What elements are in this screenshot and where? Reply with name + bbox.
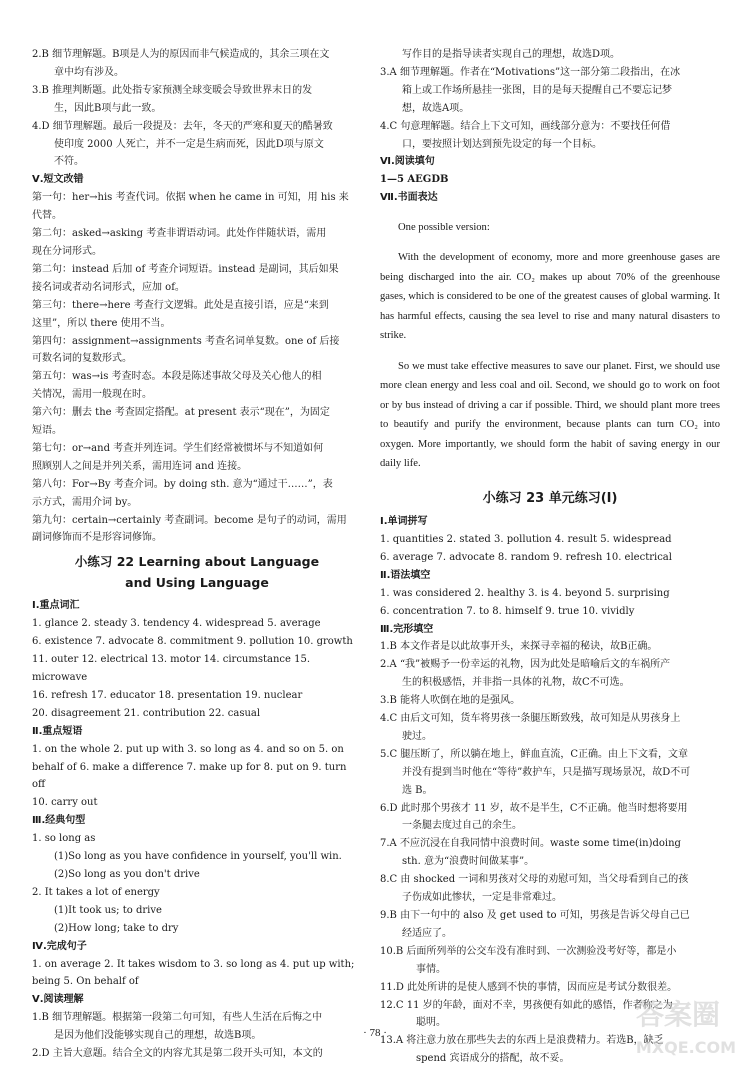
answer-line: 驶过。 [402,730,432,742]
answer-line: 第一句：her→his 考查代词。依据 when he came in 可知，用 his 来 [32,192,349,204]
lesson-23-title: 小练习 23 单元练习(Ⅰ) [482,491,618,507]
answer-line: 2.D 主旨大意题。结合全文的内容尤其是第二段开头可知，本文的 [32,1048,323,1060]
answer-line: 这里”，所以 there 使用不当。 [32,317,171,329]
answer-line: 代替。 [32,210,62,222]
answer-line: 5.C 腿压断了，所以躺在地上，鲜血直流，C正确。由上下文看，文章 [380,748,689,760]
answer-line: 10.B 后面所列举的公交车没有准时到、一次测验没考好等，都是小 [380,945,677,957]
answer-line: 示方式，需用介词 by。 [32,496,138,508]
answer-line: 1. so long as [32,833,96,845]
answer-line: 6. average 7. advocate 8. random 9. refresh 10. electrical [380,551,672,563]
answer-line: 4.C 由后文可知，货车将男孩一条腿压断致残，故可知是从男孩身上 [380,713,681,725]
answer-line: 章中均有涉及。 [54,66,124,78]
answer-line: 子伤成如此惨状，一定是非常难过。 [402,892,562,904]
answer-line: 第四句：assignment→assignments 考查名词单复数。one of 后接 [32,335,340,347]
answer-line: 第七句：or→and 考查并列连词。学生们经常被惯坏与不知道如何 [32,442,324,454]
answer-line: 12.C 11 岁的年龄，面对不幸，男孩便有如此的感悟，作者称之为 [380,999,673,1011]
answer-line: 经适应了。 [402,927,452,939]
answer-line: 第二句：instead 后加 of 考查介词短语。instead 是副词，其后如果 [32,263,339,275]
answer-line: 生的积极感悟，并非指一具体的礼物，故C不可选。 [402,677,630,689]
answer-line: (1)It took us; to drive [54,904,162,916]
answer-line: (1)So long as you have confidence in yourself, you'll win. [54,851,342,863]
answer-line: 现在分词形式。 [32,245,102,257]
lesson-22-answers-block [32,597,362,1063]
essay-paragraph-1: With the development of economy, more and more greenhouse gases are being discharged into the air. CO₂ makes up about 70% of the greenhouse gases, which is considered to be one of the greatest causes of global warming. It has harmful effects, causing the sea level to rise and many natural disasters to strike. [380,251,720,342]
section-heading: Ⅰ.重点词汇 [32,600,80,612]
answer-line: 第九句：certain→certainly 考查副词。become 是句子的动词，需用 [32,514,347,526]
answer-line: sth. 意为“浪费时间做某事”。 [402,856,535,868]
section-heading: Ⅲ.经典句型 [32,815,86,827]
answer-line: 1.B 本文作者是以此故事开头，来探寻幸福的秘诀，故B正确。 [380,641,658,653]
section-heading: Ⅵ.阅读填句 [380,156,435,168]
reading-answers-block [380,46,720,207]
answer-line: 4.C 句意理解题。结合上下文可知，画线部分意为：不要找任何借 [380,120,671,132]
answer-line: 16. refresh 17. educator 18. presentation 19. nuclear [32,689,303,701]
section-heading: Ⅱ.重点短语 [32,725,83,737]
answer-line: 3.A 细节理解题。作者在“Motivations”这一部分第二段指出，在冰 [380,66,681,78]
watermark-url: MXQE.COM [635,1038,736,1057]
answer-line: 1.B 细节理解题。根据第一段第二句可知，有些人生活在后悔之中 [32,1012,323,1024]
answer-line: (2)So long as you don't drive [54,868,200,880]
answer-line: 短语。 [32,425,62,437]
answer-line: 第六句：删去 the 考查固定搭配。at present 表示“现在”，为固定 [32,407,330,419]
answer-line: 2. It takes a lot of energy [32,886,160,898]
answer-line: 聪明。 [416,1017,446,1029]
answer-line: 选 B。 [402,784,433,796]
answer-line: 不符。 [54,156,84,168]
answer-line: 2.A “我”被赐予一份幸运的礼物，因为此处是暗喻后文的车祸所产 [380,659,671,671]
answer-line: 1. was considered 2. healthy 3. is 4. beyond 5. surprising [380,587,670,599]
answer-line: 6. existence 7. advocate 8. commitment 9. pollution 10. growth [32,636,353,648]
answer-line: 3.B 能将人吹倒在地的是强风。 [380,695,521,707]
answer-line: 关情况，需用一般现在时。 [32,389,152,401]
left-column [32,46,362,1063]
answer-line: 箱上或工作场所悬挂一张图，目的是每天提醒自己不要忘记梦 [402,84,672,96]
answer-line: 6. concentration 7. to 8. himself 9. true 10. vividly [380,605,635,617]
answer-line: 第二句：asked→asking 考查非谓语动词。此处作伴随状语，需用 [32,228,327,240]
answer-line: 副词修饰而不是形容词修饰。 [32,532,162,544]
answer-line: 1. on average 2. It takes wisdom to 3. so long as 4. put up with; [32,958,355,970]
answer-line: 11.D 此处所讲的是使人感到不快的事情，因而应是考试分数很差。 [380,981,678,993]
answer-line: 是因为他们没能够实现自己的理想，故选B项。 [54,1030,262,1042]
answers-section-block [32,46,362,547]
lesson-22-title-line-1: 小练习 22 Learning about Language [74,554,320,570]
answer-line: 一条腿去度过自己的余生。 [402,820,522,832]
answer-line: behalf of 6. make a difference 7. make up for 8. put on 9. turn off [32,761,347,791]
lesson-22-title-line-2: and Using Language [125,575,269,591]
answer-line: 11. outer 12. electrical 13. motor 14. circumstance 15. microwave [32,654,311,683]
section-heading: Ⅰ.单词拼写 [380,516,428,528]
answer-line: 第三句：there→here 考查行文逻辑。此处是直接引语，应是“来到 [32,299,329,311]
answer-line: 第五句：was→is 考查时态。本段是陈述事故父母及关心他人的相 [32,371,322,383]
essay-paragraph-2: So we must take effective measures to save our planet. First, we should use more clean energy and less coal and oil. Second, we should go to work on foot or by bus instead of driving a car if possible. Third, we should plant more trees to beautify and purify the environment, because plants can turn CO₂ into oxygen. More importantly, we should form the habit of saving energy in our daily life. [380,360,720,470]
lesson-23-answers-block [380,513,720,1068]
answer-line: 10. carry out [32,797,98,809]
answer-line: 1. quantities 2. stated 3. pollution 4. result 5. widespread [380,533,672,545]
section-heading: Ⅳ.完成句子 [32,940,87,952]
section-heading: Ⅶ.书面表达 [380,192,438,204]
answer-line: 并没有提到当时他在“等待”救护车，只是描写现场景况，故D不可 [402,766,691,778]
answer-line: 1. glance 2. steady 3. tendency 4. widespread 5. average [32,618,321,630]
answer-line: 生，因此B项与此一致。 [54,102,162,114]
answer-line: 写作目的是指导读者实现自己的理想，故选D项。 [402,49,621,60]
answer-line: 想，故选A项。 [402,102,470,114]
page-number: · 78 · [363,1027,387,1039]
answer-line: 事情。 [416,963,446,975]
watermark-logo: 答案圈 [635,998,720,1031]
section-heading: Ⅲ.完形填空 [380,623,434,635]
answer-line: 8.C 由 shocked 一词和男孩对父母的劝慰可知，当父母看到自己的孩 [380,874,689,886]
answer-line: 3.B 推理判断题。此处指专家预测全球变暖会导致世界末日的发 [32,84,313,96]
section-heading: Ⅴ.阅读理解 [32,994,84,1006]
section-heading: Ⅴ.短文改错 [32,174,84,186]
section-heading: Ⅱ.语法填空 [380,569,431,581]
answer-line: spend 宾语成分的搭配，故不妥。 [416,1053,570,1065]
answer-line: being 5. On behalf of [32,976,139,988]
answer-line: 1—5 AEGDB [380,174,449,186]
answer-line: 20. disagreement 21. contribution 22. casual [32,707,261,719]
answer-line: 7.A 不应沉浸在自我同情中浪费时间。waste some time(in)doing [380,838,681,850]
answer-line: 1. on the whole 2. put up with 3. so long as 4. and so on 5. on [32,743,344,755]
answer-line: 接名词或者动名词形式，应加 of。 [32,281,185,293]
right-column [380,46,720,1068]
answer-line: 2.B 细节理解题。B项是人为的原因而非气候造成的，其余三项在文 [32,49,330,60]
answer-line: 4.D 细节理解题。最后一段提及：去年，冬天的严寒和夏天的酷暑致 [32,120,333,132]
answer-line: (2)How long; take to dry [54,922,179,934]
answer-line: 13.A 将注意力放在那些失去的东西上是浪费精力。若选B，缺乏 [380,1035,664,1047]
answer-line: 6.D 此时那个男孩才 11 岁，故不是半生，C不正确。他当时想将要用 [380,802,688,814]
answer-line: 口，要按照计划达到预先设定的每一个目标。 [402,138,602,150]
essay-heading: One possible version: [398,221,490,233]
answer-line: 使印度 2000 人死亡，并不一定是生病而死，因此D项与原文 [54,138,324,150]
answer-line: 9.B 由下一句中的 also 及 get used to 可知，男孩是告诉父母自己已 [380,910,690,921]
answer-line: 可数名词的复数形式。 [32,353,132,365]
answer-line: 第八句：For→By 考查介词。by doing sth. 意为“通过干……”，表 [32,478,333,490]
answer-line: 照顾别人之间是并列关系，需用连词 and 连接。 [32,460,248,472]
